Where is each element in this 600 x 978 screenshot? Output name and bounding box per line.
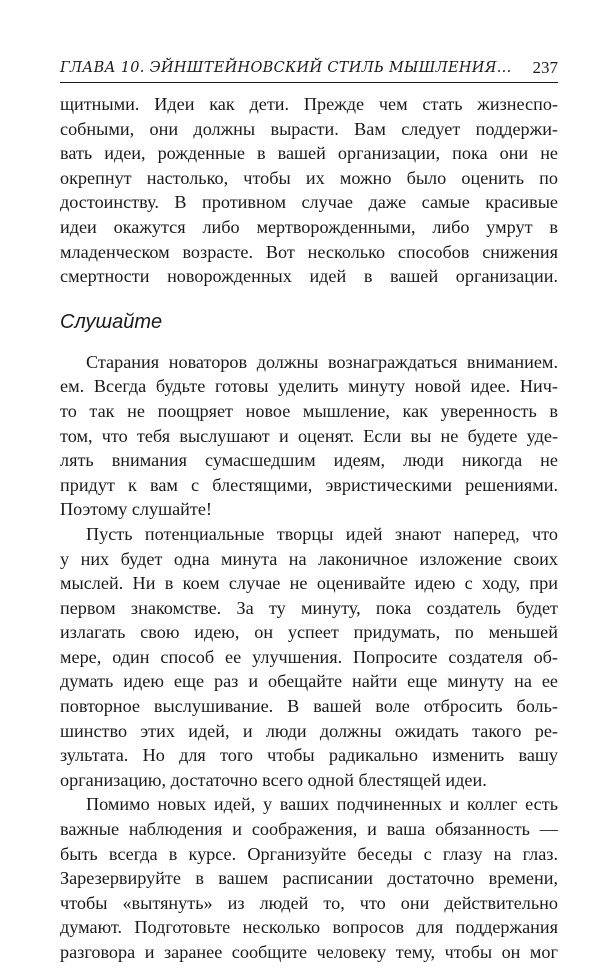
text-line: первом знакомстве. За ту минуту, пока создатель будет — [60, 597, 558, 618]
text-line: зультата. Но для того чтобы радикально изменить вашу — [60, 745, 558, 766]
text-line: мыслей. Ни в коем случае не оценивайте идею с ходу, при — [60, 573, 558, 594]
text-line: мере, один способ ее улучшения. Попросите создателя об- — [60, 646, 558, 667]
text-line: окрепнут настолько, чтобы их можно было оценить по — [60, 167, 558, 188]
text-line: быть всегда в курсе. Организуйте беседы с глазу на глаз. — [60, 843, 558, 864]
page-number: 237 — [532, 58, 558, 77]
text-line: Зарезервируйте в вашем расписании достаточно времени, — [60, 868, 558, 889]
text-line: придут к вам с блестящими, эвристическими решениями. — [60, 474, 558, 495]
section-heading: Слушайте — [60, 310, 163, 333]
text-line: идеи окажутся либо мертворожденными, либо умрут в — [60, 216, 558, 237]
text-line: вать идеи, рожденные в вашей организации, пока они не — [60, 143, 558, 164]
text-line: чтобы «вытянуть» из людей то, что они действительно — [60, 892, 558, 913]
text-line: думать идею еще раз и обещайте найти еще минуту на ее — [60, 671, 558, 692]
intro-paragraph — [60, 92, 558, 289]
text-line: лять внимания сумасшедшим идеям, люди никогда не — [60, 450, 558, 471]
text-line: то так не поощряет новое мышление, как уверенность в — [60, 400, 558, 421]
header-rule — [60, 82, 558, 83]
text-line: щитными. Идеи как дети. Прежде чем стать жизнеспо- — [60, 94, 558, 114]
paragraph-listen — [60, 350, 558, 522]
text-line: важные наблюдения и соображения, и ваша обязанность — — [60, 819, 558, 840]
paragraph-one-minute — [60, 522, 558, 793]
body-text — [60, 92, 558, 965]
text-line: ем. Всегда будьте готовы уделить минуту новой идее. Нич- — [60, 376, 558, 397]
text-line: Помимо новых идей, у ваших подчиненных и коллег есть — [86, 794, 558, 815]
text-line: организацию, достаточно всего одной блестящей идеи. — [60, 769, 487, 790]
text-line: младенческом возрасте. Вот несколько способов снижения — [60, 241, 558, 262]
text-line: Пусть потенциальные творцы идей знают наперед, что — [86, 523, 558, 544]
text-line: смертности новорожденных идей в вашей организации. — [60, 266, 558, 287]
text-line: разговора и заранее сообщите человеку тему, чтобы он мог — [60, 942, 558, 962]
text-line: излагать свою идею, он успеет придумать, по меньшей — [60, 622, 558, 643]
text-line: у них будет одна минута на лаконичное изложение своих — [60, 548, 558, 569]
text-line: Старания новаторов должны вознаграждаться вниманием. — [86, 351, 558, 372]
text-line: думают. Подготовьте несколько вопросов для поддержания — [60, 917, 558, 938]
paragraph-observations — [60, 792, 558, 964]
text-line: собными, они должны вырасти. Вам следует поддержи- — [60, 118, 558, 139]
text-line: достоинству. В противном случае даже самые красивые — [60, 192, 558, 213]
text-line: Поэтому слушайте! — [60, 499, 212, 520]
text-line: повторное выслушивание. В вашей воле отбросить боль- — [60, 696, 558, 717]
text-line: том, что тебя выслушают и оценят. Если вы не будете уде- — [60, 425, 558, 446]
running-head — [60, 58, 558, 82]
chapter-title: ГЛАВА 10. ЭЙНШТЕЙНОВСКИЙ СТИЛЬ МЫШЛЕНИЯ... — [60, 60, 512, 76]
text-line: шинство этих идей, и люди должны ожидать такого ре- — [60, 720, 558, 741]
